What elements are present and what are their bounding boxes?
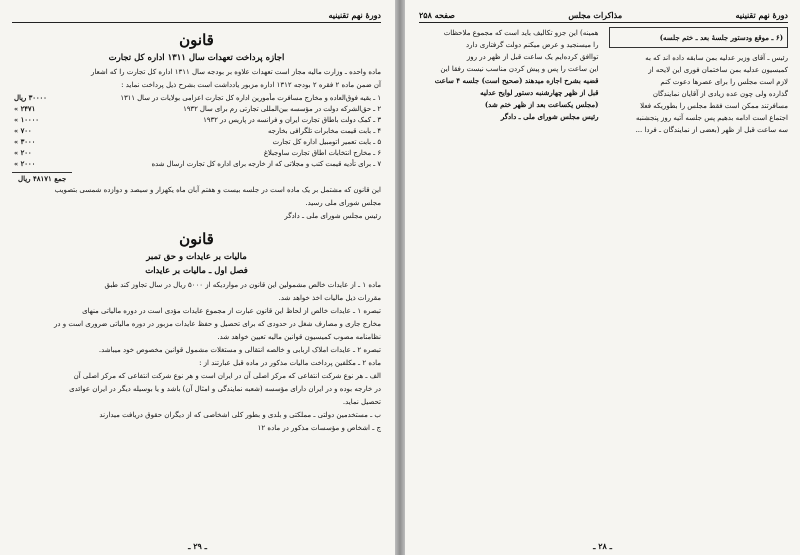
closing-line-2: مجلس شورای ملی رسید. <box>305 199 381 207</box>
speech-line: را میسنجید و عرض میکنم دولت گرفتاری دارد <box>465 41 599 49</box>
section-heading: فصل اول ـ مالیات بر عایدات <box>145 266 248 276</box>
list-item: ۴ ـ بابت قیمت مخابرات تلگرافی بخارجه ۷۰۰ » <box>14 127 381 135</box>
right-page <box>405 0 800 555</box>
list-item: ۳ ـ کمک دولت باطاق تجارت ایران و فرانسه در پاریس در ۱۹۳۲ ۱۰۰۰۰ » <box>14 116 381 124</box>
total-amount: جمع ۴۸۱۷۱ ریال <box>12 172 72 185</box>
signature-1: رئیس مجلس شورای ملی ـ دادگر <box>284 212 381 220</box>
clause-a3: تحصیل نماید. <box>342 398 381 406</box>
clause-a2: در خارجه بوده و در ایران دارای مؤسسه (شعبه نمایندگی و امثال آن) باشد و یا بوسیله دیگر در ایران عوائدی <box>69 385 381 393</box>
left-header <box>12 8 381 23</box>
speech-line: رئیس ـ آقای وزیر عدلیه بمن سابقه داده اند که به <box>645 54 788 62</box>
left-header-term: دورهٔ نهم تقنینیه <box>328 10 381 20</box>
list-item: ۵ ـ بابت تعمیر اتومبیل اداره کل تجارت ۳۰۰۰ » <box>14 138 381 146</box>
speech-line: گذارده ولی چون عده زیادی از آقایان نمایندگان <box>652 90 788 98</box>
article-1: ماده ۱ ـ از عایدات خالص مشمولین این قانون در مواردیکه از ۵۰۰۰ ریال در سال تجاوز کند طبق <box>104 281 381 289</box>
list-item: ۲ ـ حق‌الشرکه دولت در مؤسسه بین‌المللی تجارتی رم برای سال ۱۹۳۲ ۲۴۷۱ » <box>14 105 381 113</box>
law-subtitle-1: اجازه پرداخت تعهدات سال ۱۳۱۱ اداره کل تجارت <box>108 53 285 63</box>
speech-line: همینه) این جزو تکالیف باید است که مجموع ملاحظات <box>443 29 599 37</box>
note-1c: نظامنامه مصوب کمیسیون قوانین مالیه تعیین خواهد شد. <box>217 333 381 341</box>
speech-line: سه ساعت قبل از ظهر (بعضی از نمایندگان ـ فردا ... <box>635 126 788 134</box>
left-column <box>419 27 599 136</box>
note-1b: مخارج جاری و مصارف شغل در حدودی که برای تحصیل و حفظ عایدات مزبور در دوره مالیاتی ضروری است و در <box>54 320 381 328</box>
right-page-number: ـ ۲۸ ـ <box>593 541 612 551</box>
intro-line-1: ماده واحده ـ وزارت مالیه مجاز است تعهدات علاوه بر بودجه سال ۱۳۱۱ اداره کل تجارت را که اشعار <box>90 68 381 76</box>
list-item: ۶ ـ مخارج انتخابات اطاق تجارت ساوجبلاغ ۲۰۰ » <box>14 149 381 157</box>
session-end: (مجلس یکساعت بعد از ظهر ختم شد) <box>484 100 599 109</box>
clause-b: ب ـ مستخدمین دولتی ـ مملکتی و بلدی و بطور کلی اشخاصی که از دیگران حقوق دریافت میدارند <box>99 411 381 419</box>
speech-line: مسافرتند ممکن است فقط مجلس را بطوریکه فعلا <box>640 102 788 110</box>
law-title-1: قانون <box>179 31 214 49</box>
right-header <box>419 8 788 23</box>
two-columns <box>419 27 788 136</box>
left-page <box>0 0 395 555</box>
list-item: ۷ ـ برای تأدیه قیمت کتب و مجلاتی که از خارجه برای اداره کل تجارت ارسال شده ۲۰۰۰ » <box>14 160 381 168</box>
clause-a: الف ـ هر نوع شرکت انتفاعی که مرکز اصلی آن در ایران است و هر نوع شرکت انتفاعی که مرکز اصلی آن <box>73 372 381 380</box>
note-2: تبصره ۲ ـ عایدات املاک اربابی و خالصه انتقالی و مستغلات مشمول قوانین مخصوص خود میباشد. <box>98 346 381 354</box>
speech-line: این ساعت را پس و پیش کردن مناسب نیست رفقا این <box>440 65 599 73</box>
speech-line: اجتماع است ادامه بدهیم پس جلسه آتیه روز پنجشنبه <box>635 114 788 122</box>
left-page-number: ـ ۲۹ ـ <box>188 541 207 551</box>
speech-line: لازم است مجلس را برای عصرها دعوت کنم <box>660 78 788 86</box>
right-header-term: دورهٔ نهم تقنینیه <box>735 10 788 20</box>
right-header-title: مذاکرات مجلس <box>568 10 623 20</box>
right-column <box>609 27 789 136</box>
law-title-2: قانون <box>179 230 214 248</box>
article-1b: مقررات ذیل مالیات اخذ خواهد شد. <box>278 294 381 302</box>
list-item: ۱ ـ بقیه فوق‌العاده و مخارج مسافرت مأمورین اداره کل تجارت اعزامی بولایات در سال ۱۳۱۱ ۳۰۰۰۰ ریال <box>14 94 381 102</box>
clause-c: ج ـ اشخاص و مؤسسات مذکور در ماده ۱۲ <box>257 424 381 432</box>
book-gutter <box>395 0 405 555</box>
closing-line-1: این قانون که مشتمل بر یک ماده است در جلسه بیست و هفتم آبان ماه یکهزار و سیصد و دوازده شمسی بتصویب <box>54 186 381 194</box>
speech-line: قبل از ظهر چهارشنبه دستور لوایح عدلیه <box>480 88 599 97</box>
speech-line: تواافق کرده‌ایم یک ساعت قبل از ظهر در روز <box>466 53 599 61</box>
right-header-page: صفحه ۲۵۸ <box>419 10 455 20</box>
intro-line-2: آن ضمن ماده ۲ فقره ۲ بودجه ۱۳۱۲ اداره مزبور یادداشت است بشرح ذیل پرداخت نماید : <box>121 81 381 89</box>
signature-2: رئیس مجلس شورای ملی ـ دادگر <box>500 112 599 121</box>
article-2: ماده ۲ ـ مکلفین پرداخت مالیات مذکور در ماده قبل عبارتند از : <box>199 359 381 367</box>
law-subtitle-2: مالیات بر عایدات و حق تمبر <box>146 252 247 262</box>
note-1: تبصره ۱ ـ عایدات خالص از لحاظ این قانون عبارت از مجموع عایدات مؤدی است در دوره مالیاتی منهای <box>82 307 381 315</box>
items-list <box>12 93 381 170</box>
speech-line: کمیسیون عدلیه بمن ساختمان فوری این لایحه از <box>648 66 788 74</box>
agenda-box: (۶ ـ موقع ودستور جلسهٔ بعد ـ ختم جلسه) <box>609 27 789 48</box>
total-row <box>12 172 381 185</box>
speech-line: قضیه بشرح اجازه میدهند (صحیح است) جلسه ۴ ساعت <box>434 76 599 85</box>
